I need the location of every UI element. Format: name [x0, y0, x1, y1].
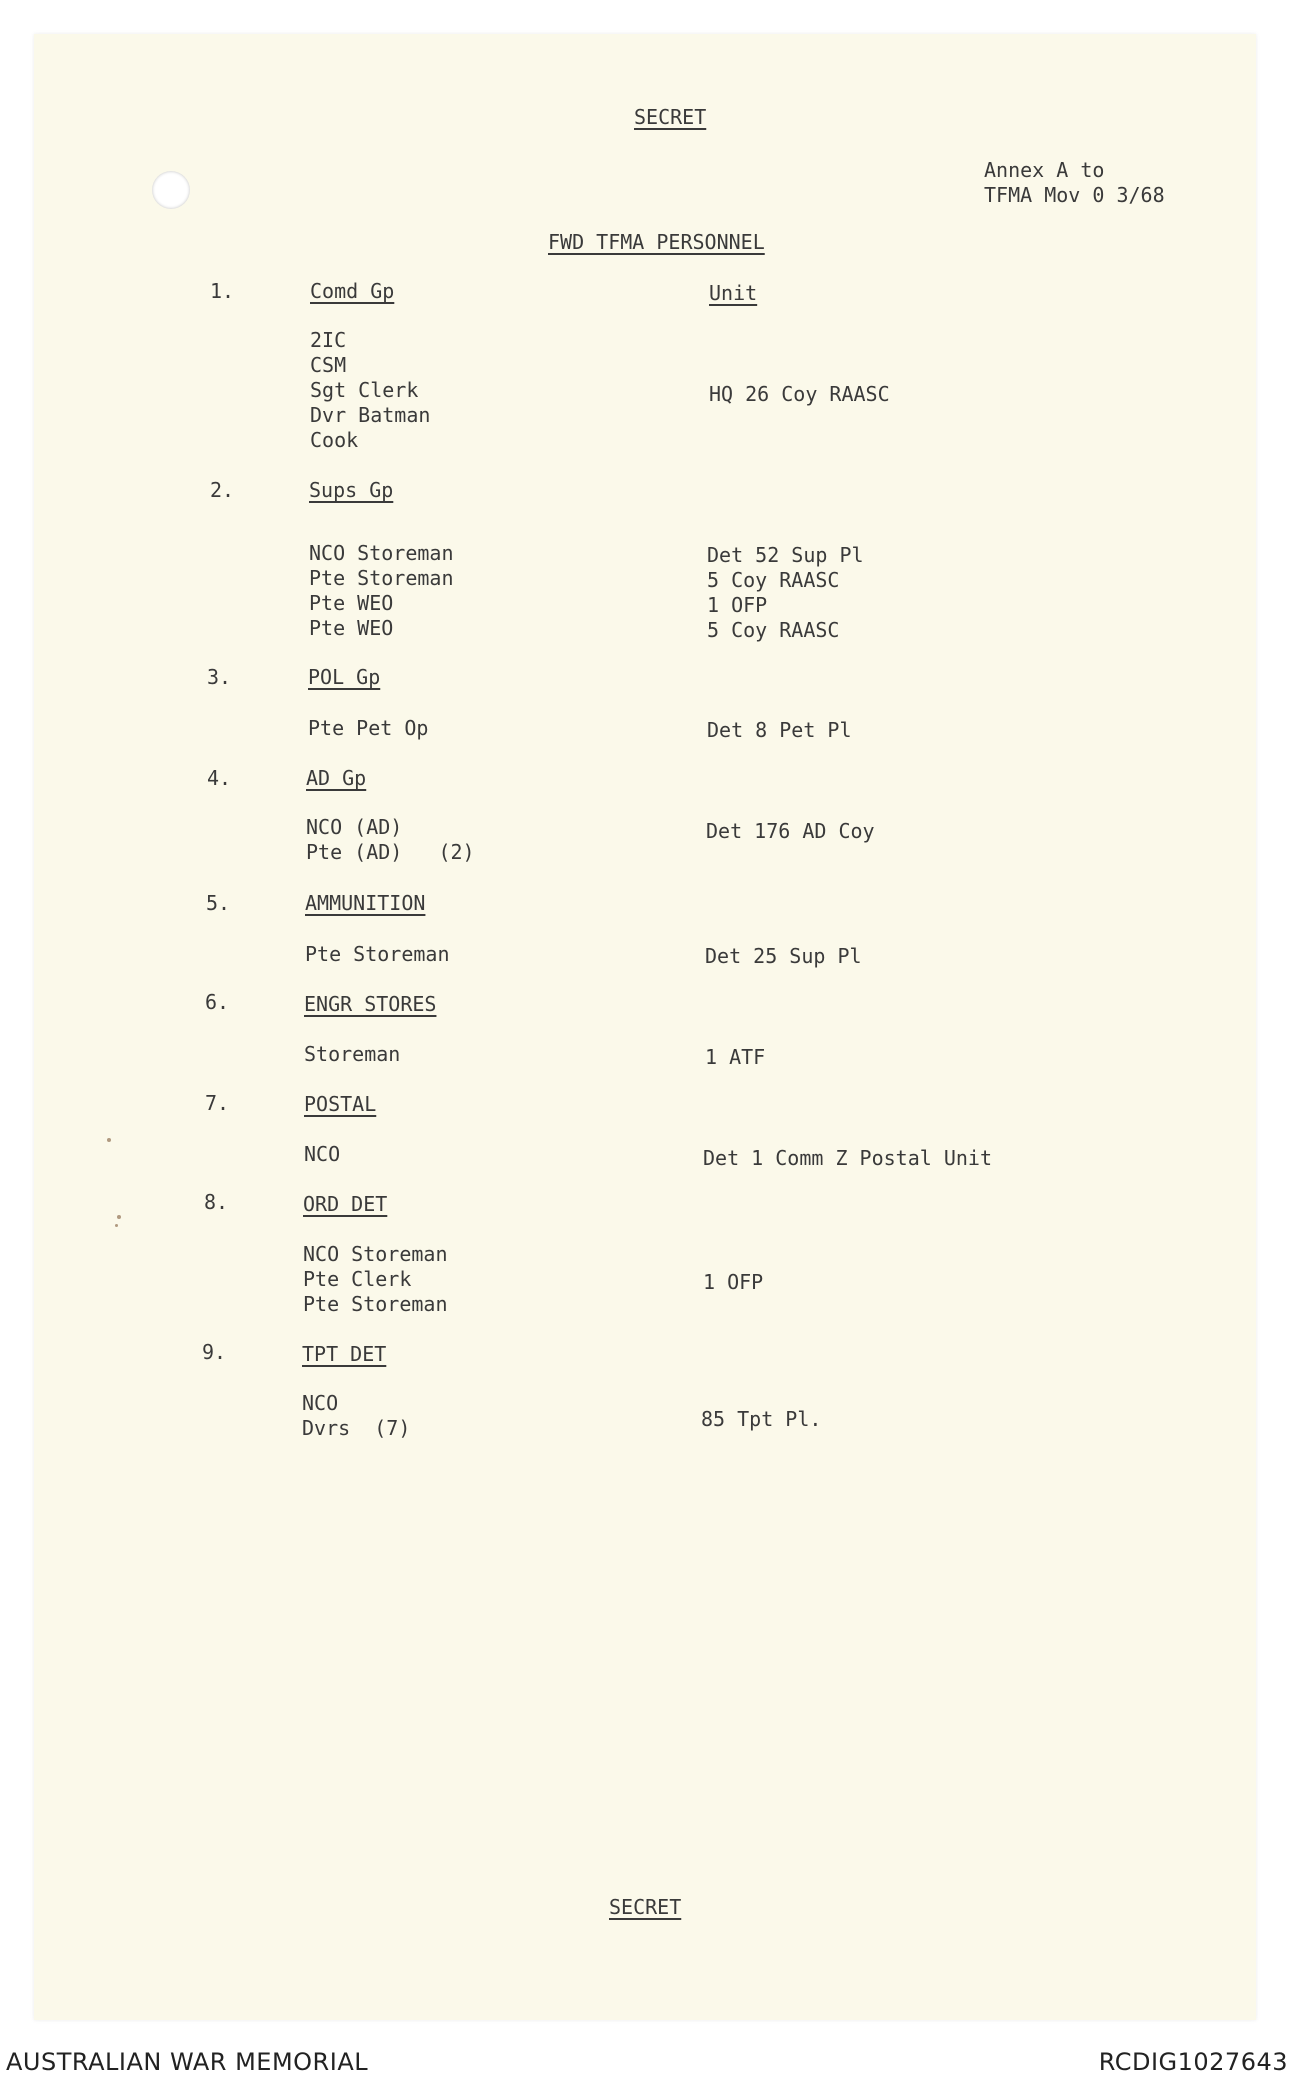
unit-entry: Det 52 Sup Pl: [707, 543, 864, 567]
personnel-entry: 2IC: [310, 328, 347, 352]
personnel-entry: NCO (AD): [306, 815, 403, 839]
punch-hole: [152, 171, 190, 209]
unit-entry: Det 25 Sup Pl: [705, 944, 862, 968]
section-heading: Comd Gp: [310, 279, 395, 303]
unit-entry: 5 Coy RAASC: [707, 568, 840, 592]
personnel-entry: Cook: [310, 428, 359, 452]
annex-reference-line2: TFMA Mov 0 3/68: [984, 183, 1165, 207]
personnel-entry: Pte Storeman: [309, 566, 454, 590]
personnel-entry: Pte Pet Op: [308, 716, 429, 740]
personnel-entry: Storeman: [304, 1042, 401, 1066]
personnel-entry: Pte Storeman: [303, 1292, 448, 1316]
section-number: 6.: [205, 990, 230, 1014]
unit-entry: Det 1 Comm Z Postal Unit: [703, 1146, 992, 1170]
paper-speck: [117, 1215, 121, 1219]
section-heading: ORD DET: [303, 1192, 388, 1216]
personnel-entry: NCO: [302, 1391, 339, 1415]
section-heading: POL Gp: [308, 665, 381, 689]
document-title: FWD TFMA PERSONNEL: [548, 230, 765, 254]
paper-speck: [107, 1138, 111, 1142]
personnel-entry: Dvr Batman: [310, 403, 431, 427]
personnel-entry: Pte WEO: [309, 591, 394, 615]
personnel-entry: Pte Storeman: [305, 942, 450, 966]
personnel-entry: Sgt Clerk: [310, 378, 419, 402]
section-number: 1.: [210, 279, 235, 303]
personnel-entry: Dvrs (7): [302, 1416, 411, 1440]
personnel-entry: Pte Clerk: [303, 1267, 412, 1291]
section-number: 7.: [205, 1091, 230, 1115]
section-number: 2.: [210, 478, 235, 502]
unit-entry: Det 8 Pet Pl: [707, 718, 852, 742]
unit-entry: 1 OFP: [703, 1270, 764, 1294]
personnel-entry: NCO: [304, 1142, 341, 1166]
document-page: [34, 34, 1256, 2020]
paper-speck: [115, 1224, 118, 1227]
footer-classification: SECRET: [609, 1895, 682, 1919]
section-heading: AMMUNITION: [305, 891, 426, 915]
section-number: 3.: [207, 665, 232, 689]
section-number: 8.: [204, 1190, 229, 1214]
section-number: 9.: [202, 1340, 227, 1364]
unit-entry: 1 ATF: [705, 1045, 766, 1069]
unit-entry: Det 176 AD Coy: [706, 819, 875, 843]
unit-entry: HQ 26 Coy RAASC: [709, 382, 890, 406]
unit-column-heading: Unit: [709, 281, 758, 305]
unit-entry: 85 Tpt Pl.: [701, 1407, 822, 1431]
archive-id: RCDIG1027643: [1098, 2048, 1288, 2076]
personnel-entry: NCO Storeman: [309, 541, 454, 565]
unit-entry: 5 Coy RAASC: [707, 618, 840, 642]
header-classification: SECRET: [634, 105, 707, 129]
personnel-entry: Pte WEO: [309, 616, 394, 640]
section-heading: TPT DET: [302, 1342, 387, 1366]
section-heading: ENGR STORES: [304, 992, 437, 1016]
section-heading: AD Gp: [306, 766, 367, 790]
section-heading: Sups Gp: [309, 478, 394, 502]
archive-credit: AUSTRALIAN WAR MEMORIAL: [6, 2048, 369, 2076]
personnel-entry: Pte (AD) (2): [306, 840, 475, 864]
personnel-entry: NCO Storeman: [303, 1242, 448, 1266]
personnel-entry: CSM: [310, 353, 347, 377]
section-heading: POSTAL: [304, 1092, 377, 1116]
unit-entry: 1 OFP: [707, 593, 768, 617]
annex-reference-line1: Annex A to: [984, 158, 1105, 182]
section-number: 5.: [206, 891, 231, 915]
section-number: 4.: [207, 766, 232, 790]
